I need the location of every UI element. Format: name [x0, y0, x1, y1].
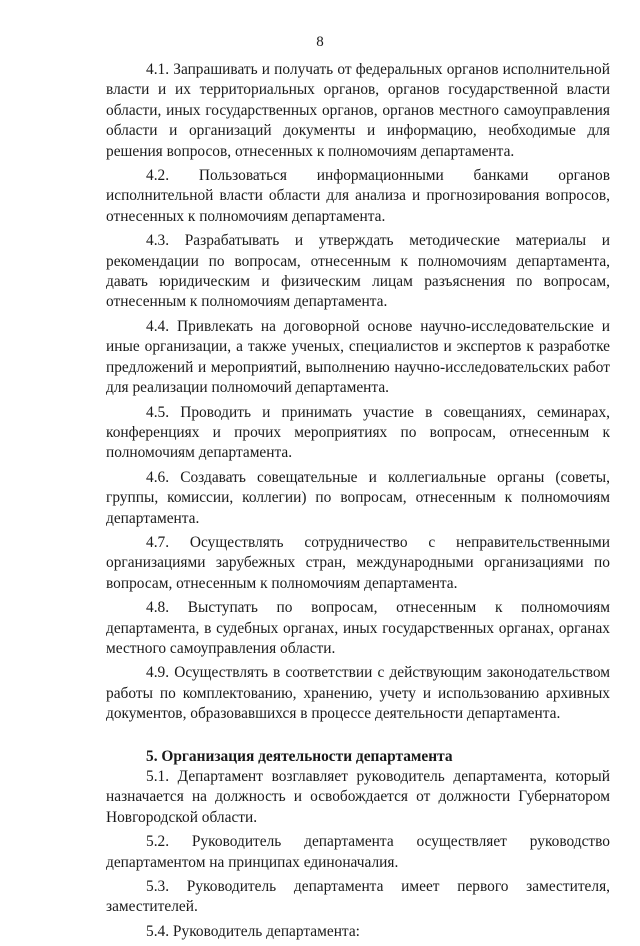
paragraph-5-1: 5.1. Департамент возглавляет руководитель департамента, который назначается на должность и освобождается от должности Губернатором Новгородской области. [106, 768, 610, 826]
page-number: 8 [316, 34, 324, 50]
paragraph-4-5: 4.5. Проводить и принимать участие в совещаниях, семинарах, конференциях и прочих мероприятиях по вопросам, отнесенным к полномочиям департамента. [106, 403, 610, 462]
paragraph-5-2: 5.2. Руководитель департамента осуществляет руководство департаментом на принципах единоначалия. [106, 833, 610, 871]
paragraph-4-7: 4.7. Осуществлять сотрудничество с неправительственными организациями зарубежных стран, международными организациями по вопросам, отнесенным к полномочиям департамента. [106, 533, 610, 592]
paragraph-4-8: 4.8. Выступать по вопросам, отнесенным к полномочиям департамента, в судебных органах, иных государственных органах, органах местного самоуправления области. [106, 599, 610, 657]
paragraph-4-2: 4.2. Пользоваться информационными банками органов исполнительной власти области для анализа и прогнозирования вопросов, отнесенных к полномочиям департамента. [106, 167, 610, 225]
paragraph-4-1: 4.1. Запрашивать и получать от федеральных органов исполнительной власти и их территориальных органов, органов государственной власти области, иных государственных органов, органов местного самоуправления области и организаций документы и информацию, необходимые для решения вопросов, отнесенных к полномочиям департамента. [106, 61, 610, 160]
paragraph-4-9: 4.9. Осуществлять в соответствии с действующим законодательством работы по комплектованию, хранению, учету и использованию архивных документов, образовавшихся в процессе деятельности департамента. [106, 664, 610, 723]
paragraph-4-4: 4.4. Привлекать на договорной основе научно-исследовательские и иные организации, а также ученых, специалистов и экспертов к разработке предложений и мероприятий, выполнению научно-исследовательских работ для реализации полномочий департамента. [106, 317, 610, 397]
paragraph-4-3: 4.3. Разрабатывать и утверждать методические материалы и рекомендации по вопросам, отнесенным к полномочиям департамента, давать юридическим и физическим лицам разъяснения по вопросам, отнесенным к полномочиям департамента. [106, 232, 610, 311]
paragraph-5-3: 5.3. Руководитель департамента имеет первого заместителя, заместителей. [106, 878, 610, 916]
paragraph-5-4: 5.4. Руководитель департамента: [146, 922, 360, 940]
document-body [106, 60, 610, 946]
section-heading-5: 5. Организация деятельности департамента [146, 747, 453, 765]
paragraph-4-6: 4.6. Создавать совещательные и коллегиальные органы (советы, группы, комиссии, коллегии) по вопросам, отнесенным к полномочиям департамента. [106, 468, 610, 527]
